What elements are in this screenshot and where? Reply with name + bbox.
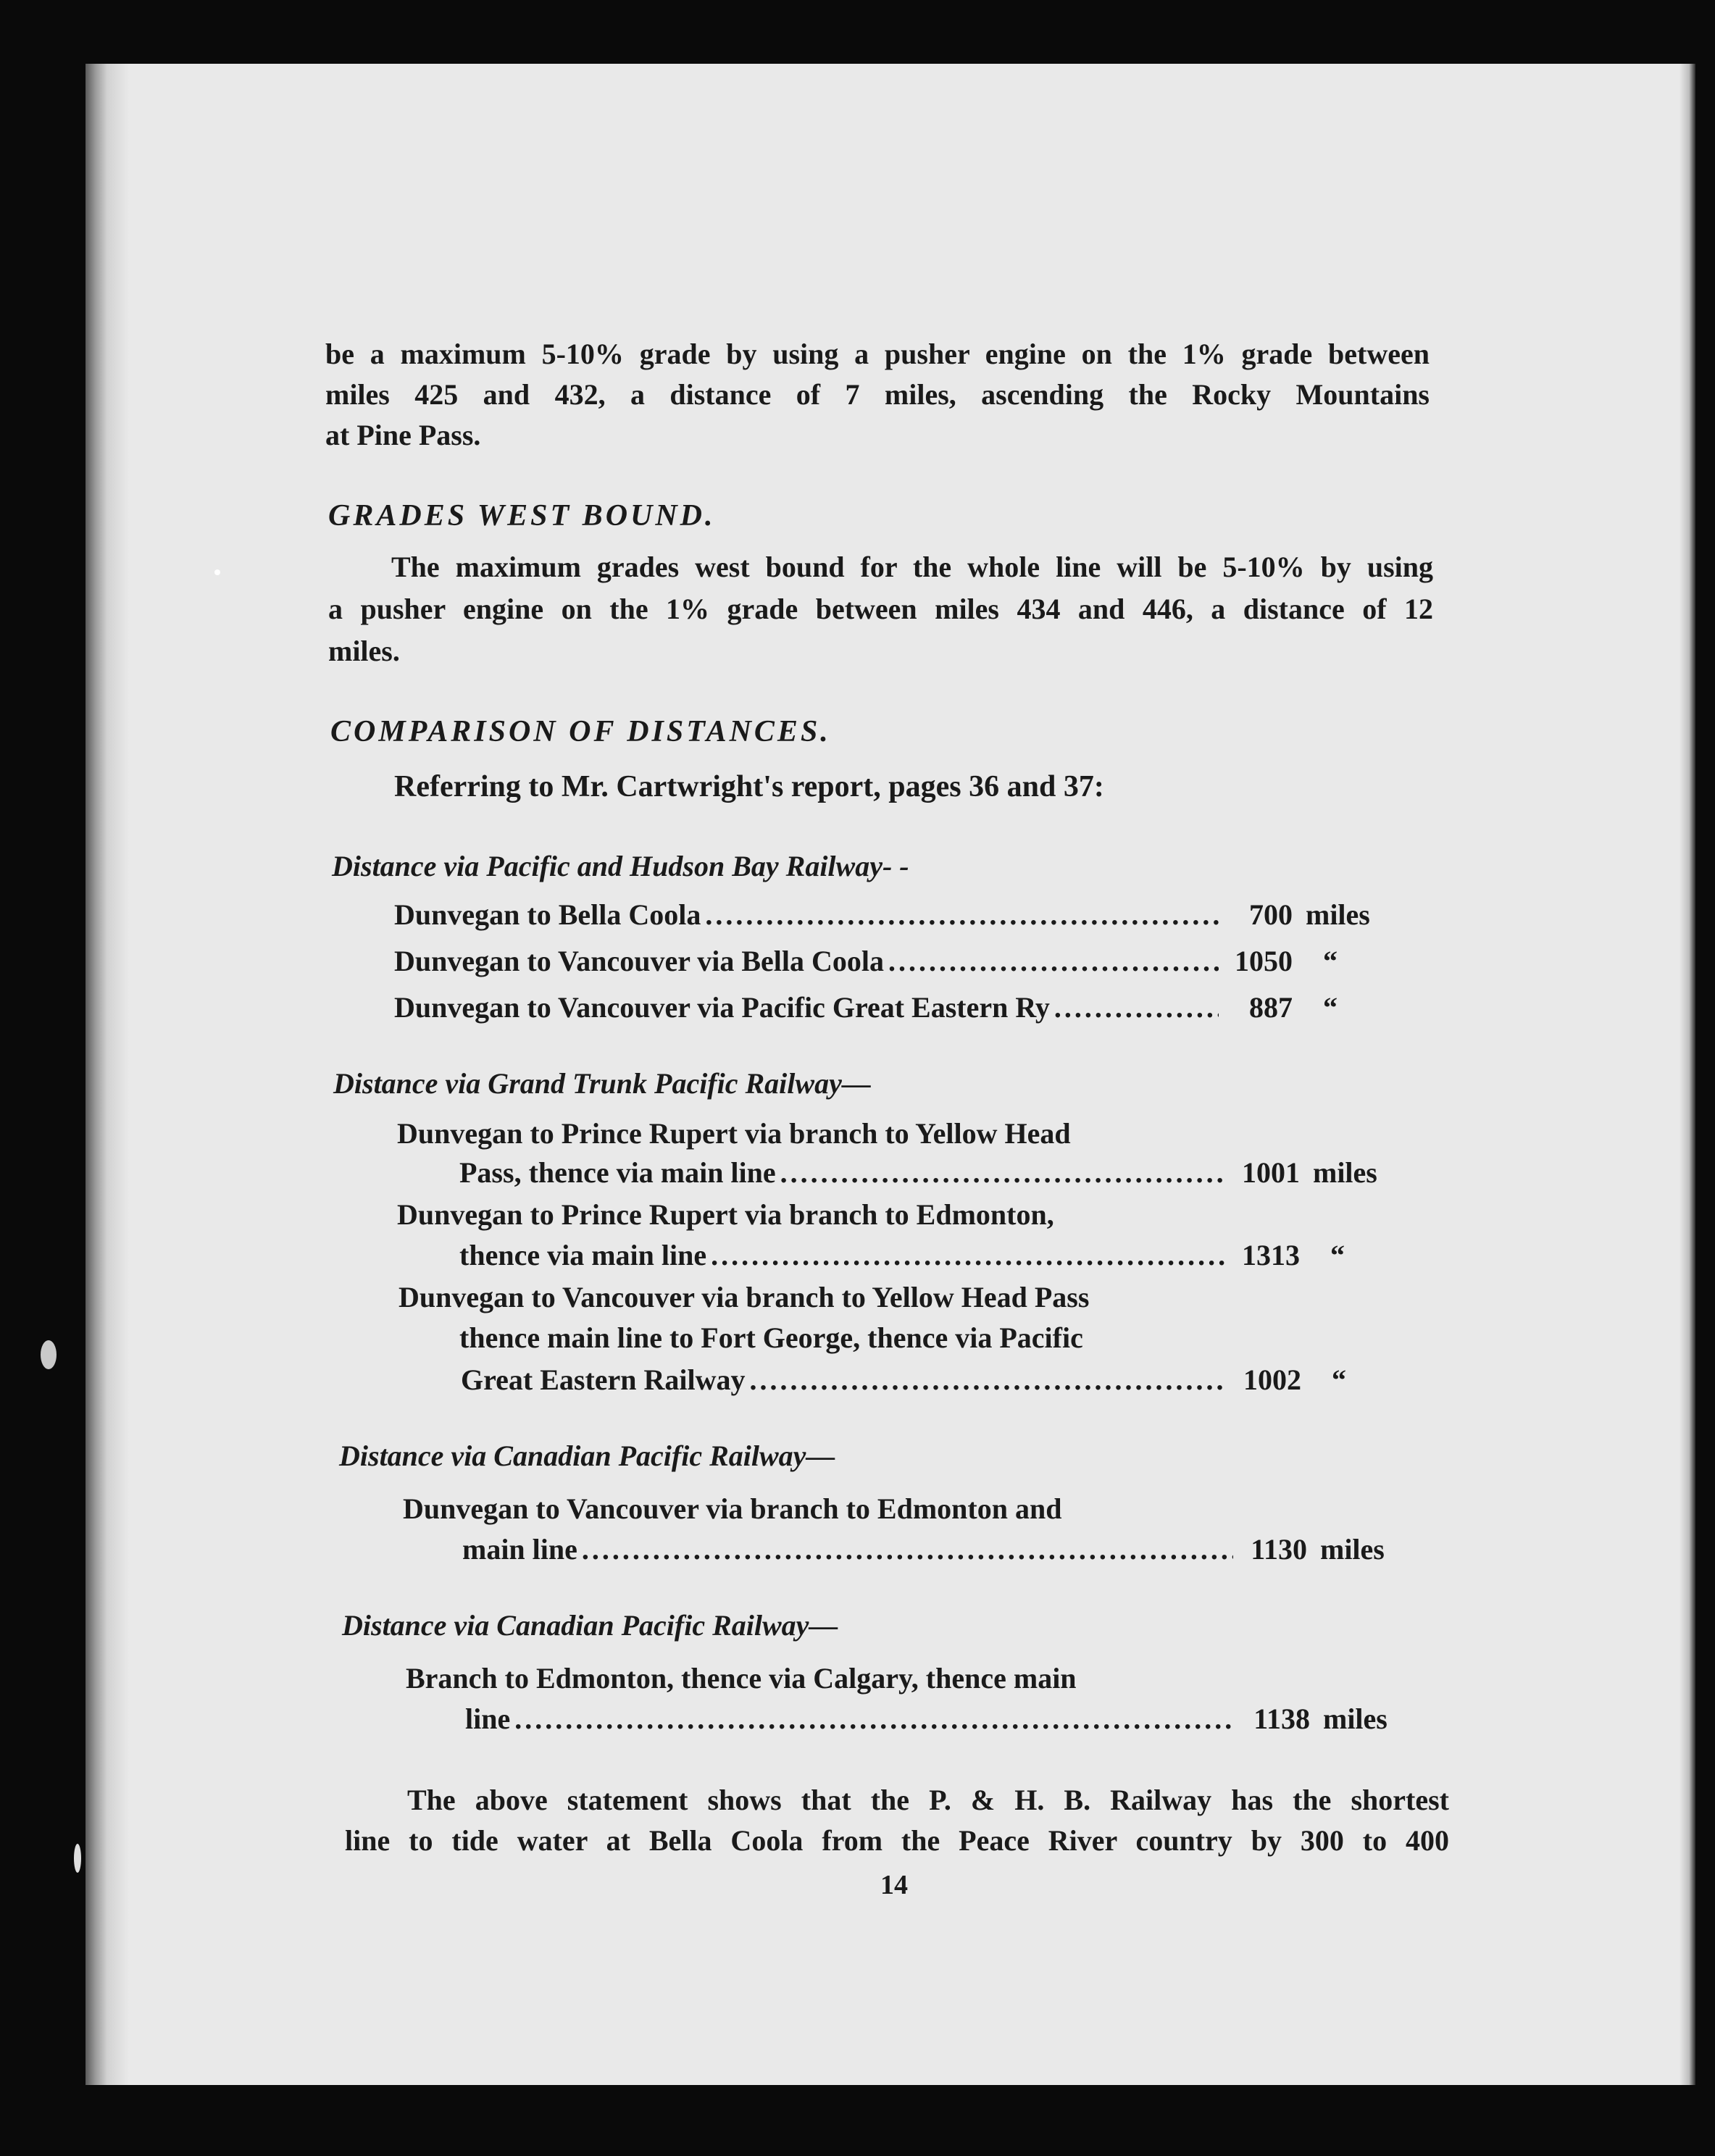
distance-row: [459, 1234, 1394, 1276]
gt-entry2-line1: Dunvegan to Prince Rupert via branch to Edmonton,: [397, 1198, 1054, 1231]
cp1-line1: Dunvegan to Vancouver via branch to Edmonton and: [403, 1492, 1062, 1525]
canadian-pacific-1-title: Distance via Canadian Pacific Railway—: [339, 1440, 835, 1472]
row-unit: miles: [1323, 1702, 1388, 1735]
intro-line-1: be a maximum 5-10% grade by using a pusher engine on the 1% grade between: [325, 338, 1430, 370]
row-description: main line: [462, 1533, 577, 1566]
row-description: Dunvegan to Vancouver via Bella Coola: [394, 945, 884, 977]
comparison-intro: Referring to Mr. Cartwright's report, pages 36 and 37:: [394, 770, 1104, 803]
page-number: 14: [880, 1870, 908, 1900]
row-distance: 1050: [1235, 945, 1293, 977]
scan-speck: [214, 569, 220, 575]
row-unit: “: [1330, 1239, 1345, 1271]
leader-dots: [514, 1698, 1236, 1739]
row-unit: “: [1323, 991, 1338, 1024]
distance-row: [459, 1152, 1394, 1193]
conclusion-line-1: The above statement shows that the P. & H. B. Railway has the shortest: [407, 1784, 1449, 1816]
comparison-heading: COMPARISON OF DISTANCES.: [330, 715, 831, 748]
row-description: Dunvegan to Bella Coola: [394, 898, 701, 931]
intro-line-3: at Pine Pass.: [325, 419, 481, 451]
distance-row: [394, 894, 1387, 935]
distance-row: [394, 987, 1387, 1028]
distance-row: [461, 1359, 1395, 1400]
grades-west-line-1: The maximum grades west bound for the whole line will be 5-10% by using: [391, 551, 1433, 583]
row-distance: 1313: [1242, 1239, 1300, 1271]
conclusion-line-2: line to tide water at Bella Coola from the Peace River country by 300 to 400: [345, 1824, 1449, 1857]
row-distance: 1130: [1251, 1533, 1307, 1566]
row-unit: miles: [1313, 1156, 1377, 1189]
grades-west-line-2: a pusher engine on the 1% grade between miles 434 and 446, a distance of 12: [328, 593, 1433, 625]
leader-dots: [582, 1529, 1233, 1570]
row-description: Pass, thence via main line: [459, 1156, 776, 1189]
row-distance: 700: [1249, 898, 1293, 931]
leader-dots: [705, 894, 1219, 935]
row-description: line: [465, 1702, 511, 1735]
row-distance: 1138: [1253, 1702, 1310, 1735]
distance-row: [394, 940, 1387, 982]
grades-west-heading: GRADES WEST BOUND.: [328, 499, 716, 532]
row-description: thence via main line: [459, 1239, 707, 1271]
page-spine-shadow: [85, 64, 129, 2085]
row-distance: 1002: [1243, 1363, 1301, 1396]
scan-speck: [41, 1340, 57, 1369]
row-unit: miles: [1320, 1533, 1385, 1566]
grand-trunk-title: Distance via Grand Trunk Pacific Railway—: [333, 1067, 871, 1100]
row-description: Dunvegan to Vancouver via Pacific Great Eastern Ry: [394, 991, 1050, 1024]
gt-entry3-line2: thence main line to Fort George, thence via Pacific: [459, 1321, 1083, 1354]
row-description: Great Eastern Railway: [461, 1363, 746, 1396]
leader-dots: [750, 1359, 1227, 1400]
distance-row: [465, 1698, 1404, 1739]
gt-entry1-line1: Dunvegan to Prince Rupert via branch to Yellow Head: [397, 1117, 1071, 1150]
grades-west-line-3: miles.: [328, 635, 400, 667]
canadian-pacific-2-title: Distance via Canadian Pacific Railway—: [342, 1609, 838, 1642]
row-unit: “: [1323, 945, 1338, 977]
gt-entry3-line1: Dunvegan to Vancouver via branch to Yellow Head Pass: [399, 1281, 1090, 1313]
leader-dots: [888, 940, 1219, 982]
pacific-hudson-title: Distance via Pacific and Hudson Bay Railway- -: [332, 850, 909, 882]
leader-dots: [780, 1152, 1226, 1193]
distance-row: [462, 1529, 1401, 1570]
scan-speck: [74, 1844, 81, 1873]
cp2-line1: Branch to Edmonton, thence via Calgary, thence main: [406, 1662, 1077, 1695]
leader-dots: [711, 1234, 1226, 1276]
row-unit: “: [1332, 1363, 1346, 1396]
row-distance: 887: [1249, 991, 1293, 1024]
page-right-edge: [1679, 64, 1695, 2085]
intro-line-2: miles 425 and 432, a distance of 7 miles, ascending the Rocky Mountains: [325, 378, 1430, 411]
row-distance: 1001: [1242, 1156, 1300, 1189]
row-unit: miles: [1306, 898, 1370, 931]
leader-dots: [1054, 987, 1219, 1028]
